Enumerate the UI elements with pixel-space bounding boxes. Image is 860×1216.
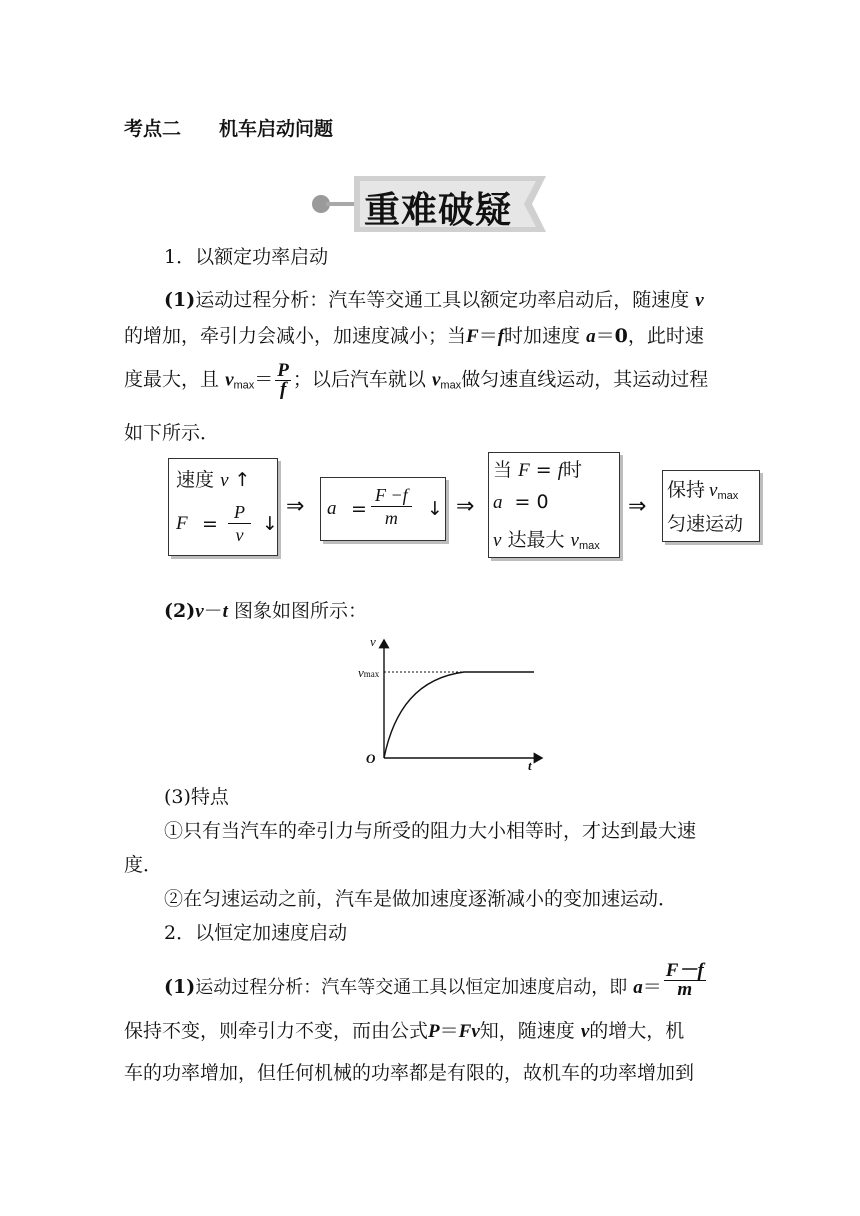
flow2-frac-den: m bbox=[384, 508, 398, 528]
p1-zero: 0 bbox=[614, 325, 628, 347]
p4-label: (1) bbox=[164, 976, 196, 998]
p2-label: (2) bbox=[164, 600, 196, 622]
p2-text: 图象如图所示： bbox=[233, 600, 367, 622]
p4-eq: ＝ bbox=[642, 976, 662, 998]
flow3-F: F bbox=[518, 460, 530, 481]
point-1a bbox=[164, 814, 784, 848]
flow4-line1 bbox=[667, 475, 738, 502]
banner-text: 重难破疑 bbox=[364, 190, 513, 231]
paragraph-3 bbox=[164, 780, 784, 814]
p1-line1: 运动过程分析：汽车等交通工具以额定功率启动后，随速度 bbox=[195, 289, 690, 311]
p4-F: F bbox=[458, 1021, 472, 1042]
flow3-line2 bbox=[493, 491, 549, 514]
flow-arrow-3: ⇒ bbox=[628, 494, 647, 519]
point-2 bbox=[164, 882, 784, 916]
p4-line2c: 的增大，机 bbox=[589, 1020, 685, 1042]
section-title: 考点二 机车启动问题 bbox=[124, 118, 334, 140]
item2-title bbox=[164, 916, 784, 950]
flow-arrow-2: ⇒ bbox=[456, 494, 475, 519]
p1-line3c: 做匀速直线运动，其运动过程 bbox=[461, 368, 709, 391]
p1-label: (1) bbox=[164, 289, 196, 311]
p1-vmax-sub: max bbox=[233, 379, 255, 392]
paragraph-1-line3 bbox=[124, 362, 744, 403]
vt-graph bbox=[356, 634, 556, 774]
p4-frac-num: F－f bbox=[665, 960, 704, 981]
flow3-vmax-v: v bbox=[570, 530, 579, 551]
flow-box-3 bbox=[488, 452, 620, 558]
flow2-down-arrow-icon: ↓ bbox=[427, 498, 443, 520]
item1-title-text: 1．以额定功率启动 bbox=[164, 246, 329, 268]
point2-text: ②在匀速运动之前，汽车是做加速度逐渐减小的变加速运动． bbox=[164, 888, 678, 910]
point1-text-a: ①只有当汽车的牵引力与所受的阻力大小相等时，才达到最大速 bbox=[164, 820, 697, 842]
item1-title bbox=[164, 240, 784, 274]
p4-line1: 运动过程分析：汽车等交通工具以恒定加速度启动，即 bbox=[195, 977, 628, 998]
flow1-frac-num: P bbox=[228, 501, 251, 524]
point-1b bbox=[124, 848, 744, 882]
flow3-zero: 0 bbox=[536, 491, 549, 513]
flow3-reach-max: 达最大 bbox=[507, 529, 565, 551]
p1-eq3: ＝ bbox=[254, 368, 274, 391]
p2-v: v bbox=[195, 601, 204, 622]
flow1-F: F bbox=[176, 513, 188, 534]
paragraph-4-line3 bbox=[124, 1056, 744, 1090]
flow1-eq: = bbox=[202, 513, 218, 535]
point1-text-b: 度． bbox=[124, 854, 163, 876]
flow3-when: 当 bbox=[493, 459, 513, 481]
p2-dash: － bbox=[203, 600, 223, 622]
p1-line4: 如下所示． bbox=[124, 422, 220, 444]
flow3-a: a bbox=[493, 492, 503, 513]
flow2-a: a bbox=[327, 498, 337, 519]
flow-box-2 bbox=[320, 477, 446, 541]
flow4-line2 bbox=[667, 509, 743, 536]
flow-box-4 bbox=[662, 470, 760, 542]
graph-vmax-sub: max bbox=[363, 669, 380, 679]
p4-eq2: ＝ bbox=[439, 1020, 459, 1042]
flow1-v: v bbox=[220, 470, 229, 491]
p4-line2b: 知，随速度 bbox=[479, 1020, 575, 1042]
flow-box-1 bbox=[168, 458, 278, 556]
p4-v2: v bbox=[580, 1021, 590, 1042]
p3-label: (3)特点 bbox=[164, 786, 229, 808]
paragraph-2 bbox=[164, 594, 784, 629]
flow-arrow-1: ⇒ bbox=[286, 494, 305, 519]
flow4-vmax-sub: max bbox=[717, 490, 739, 502]
flow3-line1 bbox=[493, 455, 582, 482]
flow1-speed: 速度 bbox=[176, 469, 215, 491]
p1-line3a: 度最大，且 bbox=[124, 368, 220, 391]
flow4-vmax-v: v bbox=[709, 480, 718, 501]
flow3-line3 bbox=[493, 525, 600, 552]
flow1-line1 bbox=[176, 465, 250, 492]
paragraph-1-line4 bbox=[124, 416, 744, 450]
p4-a: a bbox=[633, 977, 643, 998]
flow3-vmax-sub: max bbox=[578, 540, 600, 552]
paragraph-4-line2 bbox=[124, 1014, 744, 1049]
p4-P: P bbox=[428, 1021, 440, 1042]
item2-title-text: 2．以恒定加速度启动 bbox=[164, 922, 348, 944]
p1-eq2: ＝ bbox=[595, 325, 615, 347]
p1-line3b: ；以后汽车就以 bbox=[292, 368, 426, 391]
graph-vmax-label bbox=[358, 665, 379, 681]
p1-var-a: a bbox=[586, 326, 596, 347]
graph-vmax-v: v bbox=[358, 665, 364, 680]
flow4-uniform-motion: 匀速运动 bbox=[667, 513, 744, 535]
flow3-eq: = bbox=[535, 459, 552, 481]
flow2-eq: = bbox=[351, 498, 367, 520]
p1-eq: ＝ bbox=[478, 325, 498, 347]
flow2-frac-num: F −f bbox=[371, 484, 412, 507]
p1-vmax-v2: v bbox=[431, 369, 441, 391]
p1-line2a: 的增加，牵引力会减小，加速度减小；当 bbox=[124, 325, 467, 347]
p1-vmax-v: v bbox=[225, 369, 234, 391]
p1-fraction bbox=[275, 362, 291, 399]
p4-line2a: 保持不变，则牵引力不变，而由公式 bbox=[124, 1020, 429, 1042]
p4-frac-den: m bbox=[677, 979, 693, 1000]
p1-line2c: ，此时速 bbox=[627, 325, 704, 347]
graph-x-label: t bbox=[528, 758, 532, 773]
flow3-f: f bbox=[557, 460, 563, 481]
paragraph-1-line2 bbox=[124, 319, 744, 354]
flow3-time: 时 bbox=[562, 459, 582, 481]
flow1-frac-den: v bbox=[235, 525, 244, 545]
flow2-fraction bbox=[371, 484, 412, 529]
graph-origin-label: O bbox=[366, 751, 376, 766]
p4-v: v bbox=[471, 1021, 480, 1042]
flow3-eq2: = bbox=[514, 491, 531, 513]
p1-var-f: f bbox=[497, 326, 505, 347]
paragraph-4 bbox=[164, 962, 764, 1005]
p1-line2b: 时加速度 bbox=[504, 325, 581, 347]
velocity-curve bbox=[384, 672, 534, 758]
p2-t: t bbox=[222, 601, 228, 622]
p1-var-v: v bbox=[695, 290, 704, 311]
banner bbox=[312, 176, 548, 232]
flow3-v: v bbox=[493, 530, 502, 551]
p1-vmax-sub2: max bbox=[440, 379, 462, 392]
graph-y-label: v bbox=[370, 634, 376, 649]
p1-frac-den: f bbox=[279, 379, 287, 400]
flow1-down-arrow-icon: ↓ bbox=[262, 513, 278, 535]
p4-fraction bbox=[664, 962, 706, 999]
paragraph-1 bbox=[164, 283, 764, 318]
flow1-up-arrow-icon: ↑ bbox=[234, 469, 251, 491]
p1-frac-num: P bbox=[277, 360, 289, 381]
p4-line3: 车的功率增加，但任何机械的功率都是有限的，故机车的功率增加到 bbox=[124, 1062, 695, 1084]
p1-var-F: F bbox=[466, 326, 479, 347]
flow1-fraction bbox=[228, 501, 251, 546]
flow4-keep: 保持 bbox=[667, 479, 706, 501]
